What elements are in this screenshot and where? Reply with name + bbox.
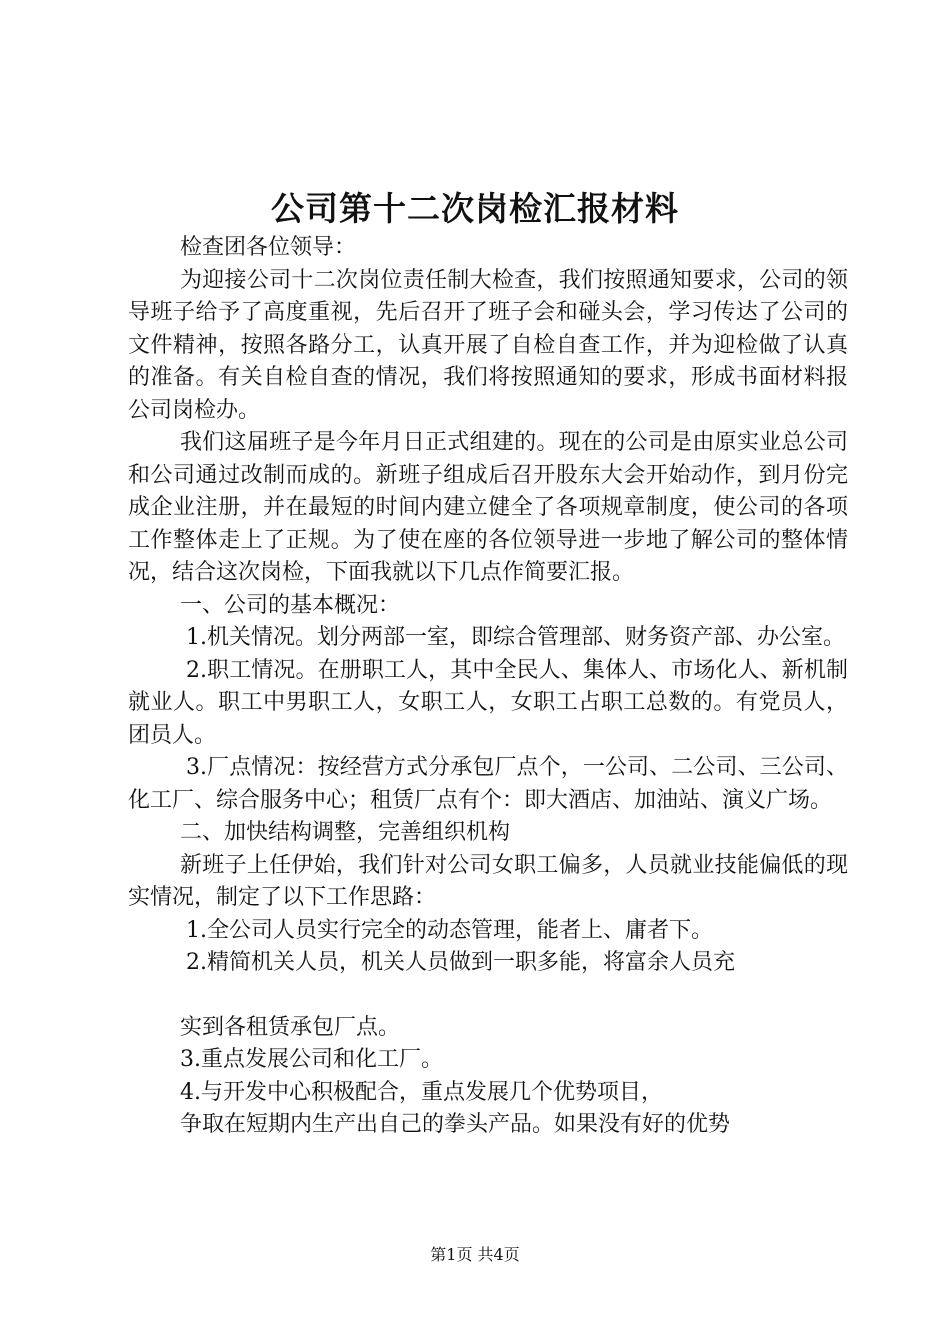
list-item: 4.与开发中心积极配合，重点发展几个优势项目， bbox=[180, 1079, 663, 1105]
document-body bbox=[128, 232, 848, 1142]
paragraph-gap bbox=[128, 980, 848, 1012]
paragraph: 我们这届班子是今年月日正式组建的。现在的公司是由原实业总公司和公司通过改制而成的。新班子组成后召开股东大会开始动作，到月份完成企业注册，并在最短的时间内建立健全了各项规章制度，使公司的各项工作整体走上了正规。为了使在座的各位领导进一步地了解公司的整体情况，结合这次岗检，下面我就以下几点作简要汇报。 bbox=[128, 430, 848, 585]
document-title: 公司第十二次岗检汇报材料 bbox=[271, 189, 679, 228]
section-heading: 一、公司的基本概况： bbox=[180, 592, 401, 618]
page-footer: 第1页 共4页 bbox=[430, 1245, 520, 1264]
list-item: 3.重点发展公司和化工厂。 bbox=[180, 1047, 443, 1072]
list-item: 1.机关情况。划分两部一室，即综合管理部、财务资产部、办公室。 bbox=[186, 625, 845, 650]
list-item: 2.职工情况。在册职工人，其中全民人、集体人、市场化人、新机制就业人。职工中男职工人，女职工人，女职工占职工总数的。有党员人，团员人。 bbox=[128, 657, 848, 748]
list-item: 2.精简机关人员，机关人员做到一职多能，将富余人员充 bbox=[186, 950, 735, 975]
paragraph: 为迎接公司十二次岗位责任制大检查，我们按照通知要求，公司的领导班子给予了高度重视，先后召开了班子会和碰头会，学习传达了公司的文件精神，按照各路分工，认真开展了自检自查工作，并为迎检做了认真的准备。有关自检自查的情况，我们将按照通知的要求，形成书面材料报公司岗检办。 bbox=[128, 267, 848, 423]
paragraph: 争取在短期内生产出自己的拳头产品。如果没有好的优势 bbox=[180, 1112, 731, 1137]
list-item-continuation: 实到各租赁承包厂点。 bbox=[180, 1014, 401, 1040]
list-item: 3.厂点情况：按经营方式分承包厂点个，一公司、二公司、三公司、化工厂、综合服务中心；租赁厂点有个：即大酒店、加油站、演义广场。 bbox=[128, 755, 848, 813]
paragraph: 新班子上任伊始，我们针对公司女职工偏多，人员就业技能偏低的现实情况，制定了以下工作思路： bbox=[128, 852, 848, 910]
list-item: 1.全公司人员实行完全的动态管理，能者上、庸者下。 bbox=[186, 917, 713, 943]
section-heading: 二、加快结构调整，完善组织机构 bbox=[180, 820, 511, 845]
salutation: 检查团各位领导： bbox=[180, 235, 357, 260]
